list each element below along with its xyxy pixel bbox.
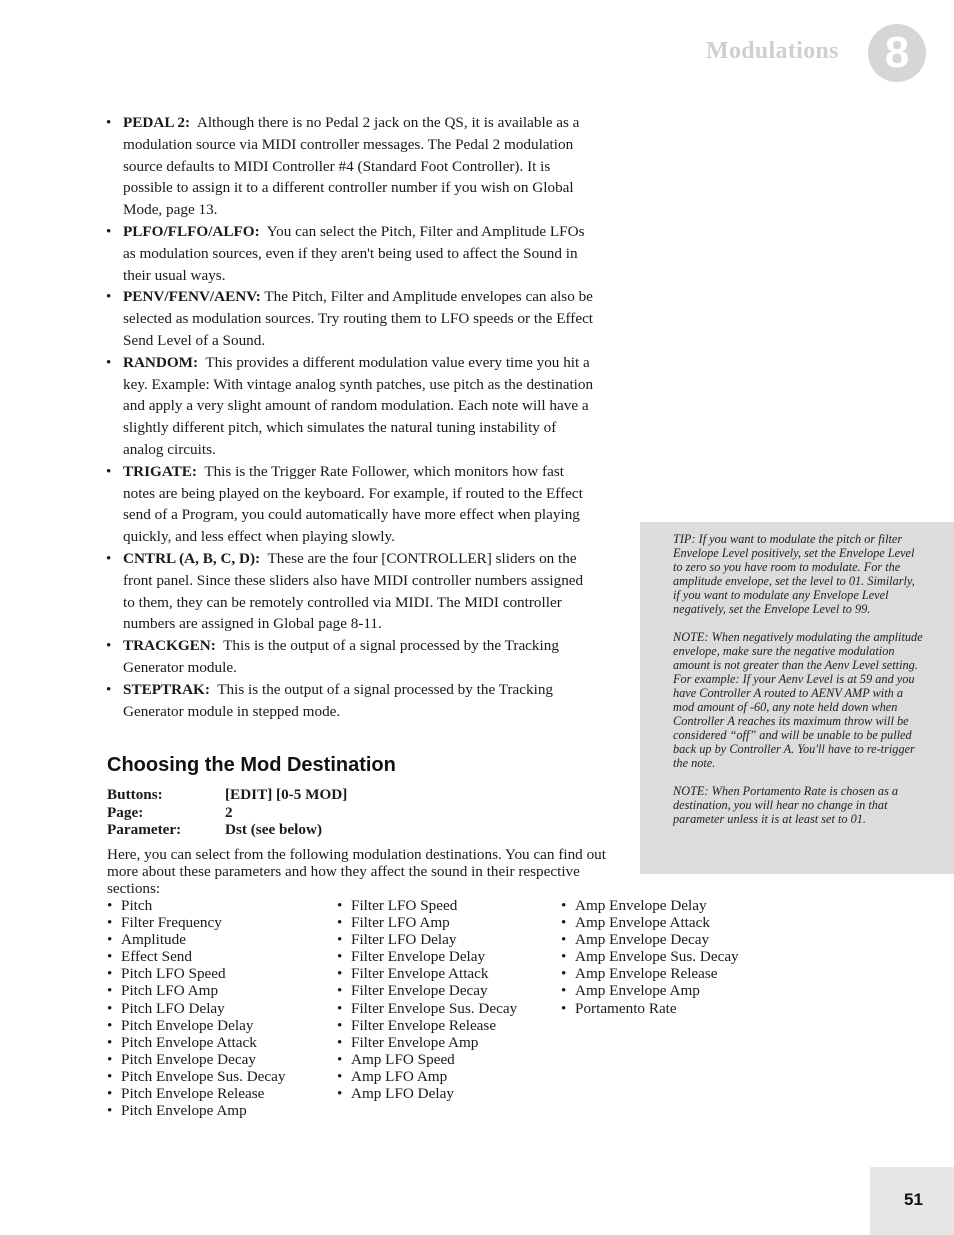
bullet-term: CNTRL (A, B, C, D):	[123, 549, 261, 567]
destination-label: Amp Envelope Amp	[575, 982, 700, 1000]
destination-label: Amp Envelope Release	[575, 965, 718, 983]
destination-label: Filter Envelope Sus. Decay	[351, 999, 518, 1017]
destination-label: Pitch Envelope Sus. Decay	[121, 1067, 286, 1085]
list-item: • Pitch Envelope Delay	[107, 1016, 254, 1034]
destination-label: Pitch LFO Delay	[121, 999, 225, 1017]
note-paragraph: NOTE: When negatively modulating the amplitude envelope, make sure the negative modulation amount is not greater than the Aenv Level setting. For example: If your Aenv Level is at 59 and you have Controller A routed to AENV AMP with a mod amount of -60, any note held down when Controller A reaches its maximum throw will be considered “off” and will be unable to be pulled back up by Controller A. You'll have to re-trigger the note.	[673, 630, 923, 770]
destination-label: Amp Envelope Decay	[575, 931, 710, 949]
param-label: Buttons:	[107, 786, 163, 803]
list-item: • Filter Envelope Release	[337, 1016, 497, 1034]
list-item: • CNTRL (A, B, C, D): These are the four [CONTROLLER] sliders on the front panel. Since these sliders also have MIDI controller numbers assigned to them, they can be remotely controlled via MIDI. The MIDI controller numbers are assigned in Global page 8-11.	[106, 549, 584, 633]
list-item: • Amplitude	[107, 931, 186, 949]
parameter-table	[107, 786, 347, 839]
destination-list-col2	[337, 897, 517, 1102]
bullet-text: This provides a different modulation value every time you hit a key. Example: With vintage analog synth patches, use pitch as the destination and apply a very slight amount of random modulation. Each note will have a slightly different pitch, which simulates the natural tuning instability of analog circuits.	[123, 353, 594, 458]
destination-label: Filter Envelope Delay	[351, 948, 486, 966]
list-item: • Filter Envelope Sus. Decay	[337, 999, 518, 1017]
destination-label: Pitch Envelope Decay	[121, 1050, 256, 1068]
bullet-term: TRIGATE:	[123, 462, 197, 480]
list-item: • Filter LFO Amp	[337, 914, 450, 932]
list-item: • Pitch LFO Delay	[107, 999, 225, 1017]
bullet-term: RANDOM:	[123, 353, 199, 371]
bullet-term: PLFO/FLFO/ALFO:	[123, 222, 260, 240]
param-label: Parameter:	[107, 821, 182, 838]
list-item: • Filter Envelope Amp	[337, 1033, 479, 1051]
list-item: • Pitch Envelope Sus. Decay	[107, 1067, 286, 1085]
bullet-term: PEDAL 2:	[123, 114, 191, 131]
destination-label: Pitch LFO Speed	[121, 965, 226, 983]
section-heading: Choosing the Mod Destination	[107, 754, 396, 776]
destination-label: Filter Frequency	[121, 914, 222, 932]
list-item: • Amp Envelope Sus. Decay	[561, 948, 739, 966]
destination-label: Filter LFO Speed	[351, 897, 458, 914]
bullet-text: The Pitch, Filter and Amplitude envelopes can also be selected as modulation sources. Try routing them to LFO speeds or the Effect Send Level of a Sound.	[123, 288, 594, 349]
destination-label: Filter Envelope Release	[351, 1016, 497, 1034]
list-item: • Amp Envelope Release	[561, 965, 718, 983]
list-item: • Pitch LFO Amp	[107, 982, 219, 1000]
list-item: • RANDOM: This provides a different modulation value every time you hit a key. Example: With vintage analog synth patches, use pitch as the destination and apply a very slight amount of random modulation. Each note will have a slightly different pitch, which simulates the natural tuning instability of analog circuits.	[106, 353, 594, 458]
destination-label: Filter Envelope Amp	[351, 1033, 479, 1051]
list-item: • Amp LFO Amp	[337, 1067, 448, 1085]
bullet-text: This is the output of a signal processed by the Tracking Generator module in stepped mode.	[123, 680, 554, 720]
destination-label: Amp Envelope Attack	[575, 914, 710, 932]
list-item: • Portamento Rate	[561, 999, 677, 1017]
list-item: • Pitch Envelope Release	[107, 1085, 265, 1103]
destination-label: Amp Envelope Sus. Decay	[575, 948, 739, 966]
list-item: • Filter LFO Delay	[337, 931, 457, 949]
list-item: • Filter Envelope Attack	[337, 965, 489, 983]
list-item: • PLFO/FLFO/ALFO: You can select the Pitch, Filter and Amplitude LFOs as modulation sources, even if they aren't being used to affect the Sound in their usual ways.	[106, 222, 585, 284]
bullet-text: This is the Trigger Rate Follower, which monitors how fast notes are being played on the keyboard. For example, if routed to the Effect send of a Program, you could automatically have more effect when playing quickly, and less effect when playing slowly.	[123, 462, 583, 546]
destination-label: Amplitude	[121, 931, 186, 949]
param-value: [EDIT] [0-5 MOD]	[225, 786, 348, 803]
list-item: • Pitch	[107, 897, 153, 914]
destination-label: Pitch LFO Amp	[121, 982, 219, 1000]
destination-label: Amp LFO Delay	[351, 1085, 454, 1103]
list-item: • Amp Envelope Decay	[561, 931, 710, 949]
param-value: Dst (see below)	[225, 821, 323, 838]
destination-list-col3	[561, 897, 739, 1017]
list-item: • Pitch Envelope Decay	[107, 1050, 256, 1068]
list-item: • TRACKGEN: This is the output of a signal processed by the Tracking Generator module.	[106, 637, 559, 676]
list-item: • Filter Envelope Decay	[337, 982, 488, 1000]
param-row-buttons	[107, 786, 347, 804]
list-item: • Pitch Envelope Attack	[107, 1033, 257, 1051]
destination-label: Pitch Envelope Release	[121, 1085, 265, 1103]
modulation-source-list	[106, 112, 596, 722]
param-row-page	[107, 804, 347, 822]
list-item: • Filter LFO Speed	[337, 897, 458, 914]
destination-label: Filter LFO Amp	[351, 914, 450, 932]
chapter-title: Modulations	[706, 38, 839, 64]
list-item: • Amp LFO Speed	[337, 1050, 455, 1068]
bullet-text: These are the four [CONTROLLER] sliders on the front panel. Since these sliders also have MIDI controller numbers assigned to them, they can be remotely controlled via MIDI. The MIDI controller numbers are assigned in Global page 8-11.	[123, 549, 584, 633]
destination-label: Portamento Rate	[575, 999, 677, 1017]
page-number: 51	[904, 1190, 923, 1209]
destination-label: Effect Send	[121, 948, 192, 966]
list-item: • Filter Envelope Delay	[337, 948, 486, 966]
destination-label: Filter LFO Delay	[351, 931, 457, 949]
bullet-text: Although there is no Pedal 2 jack on the QS, it is available as a modulation source via MIDI controller messages. The Pedal 2 modulation source defaults to MIDI Controller #4 (Standard Foot Controller). It is possible to assign it to a different controller number if you wish on Global Mode, page 13.	[123, 114, 580, 219]
destination-label: Pitch Envelope Delay	[121, 1016, 254, 1034]
destination-label: Pitch Envelope Amp	[121, 1102, 247, 1120]
list-item: • Effect Send	[107, 948, 192, 966]
list-item: • Filter Frequency	[107, 914, 222, 932]
param-label: Page:	[107, 803, 144, 821]
bullet-text: This is the output of a signal processed by the Tracking Generator module.	[123, 637, 559, 676]
list-item: • Amp Envelope Amp	[561, 982, 700, 1000]
bullet-term: PENV/FENV/AENV:	[123, 288, 261, 306]
destination-label: Amp LFO Amp	[351, 1067, 448, 1085]
list-item: • Amp Envelope Attack	[561, 914, 710, 932]
page-number-tab	[870, 1167, 954, 1235]
list-item: • Amp Envelope Delay	[561, 897, 707, 914]
destination-label: Amp LFO Speed	[351, 1050, 455, 1068]
param-row-parameter	[107, 821, 347, 839]
list-item: • STEPTRAK: This is the output of a signal processed by the Tracking Generator module in stepped mode.	[106, 680, 554, 720]
destination-label: Amp Envelope Delay	[575, 897, 707, 914]
bullet-text: You can select the Pitch, Filter and Amplitude LFOs as modulation sources, even if they aren't being used to affect the Sound in their usual ways.	[123, 222, 585, 284]
list-item: • Pitch LFO Speed	[107, 965, 226, 983]
list-item: • Amp LFO Delay	[337, 1085, 454, 1103]
bullet-term: TRACKGEN:	[123, 637, 216, 655]
list-item: • Pitch Envelope Amp	[107, 1102, 247, 1120]
destination-label: Filter Envelope Decay	[351, 982, 488, 1000]
destination-label: Pitch Envelope Attack	[121, 1033, 257, 1051]
destination-list-col1	[107, 897, 286, 1119]
tip-sidebar	[640, 522, 954, 874]
note-paragraph: NOTE: When Portamento Rate is chosen as a destination, you will hear no change in that parameter unless it is at least set to 01.	[673, 784, 899, 826]
chapter-number-badge: 8	[868, 24, 926, 82]
list-item: • PENV/FENV/AENV: The Pitch, Filter and Amplitude envelopes can also be selected as modulation sources. Try routing them to LFO speeds or the Effect Send Level of a Sound.	[106, 288, 594, 349]
intro-paragraph: Here, you can select from the following modulation destinations. You can find out more about these parameters and how they affect the sound in their respective sections:	[107, 846, 606, 897]
destination-label: Pitch	[121, 897, 153, 914]
destination-label: Filter Envelope Attack	[351, 965, 489, 983]
param-value: 2	[225, 803, 233, 821]
bullet-term: STEPTRAK:	[123, 680, 210, 698]
list-item: • PEDAL 2: Although there is no Pedal 2 jack on the QS, it is available as a modulation source via MIDI controller messages. The Pedal 2 modulation source defaults to MIDI Controller #4 (Standard Foot Controller). It is possible to assign it to a different controller number if you wish on Global Mode, page 13.	[106, 114, 580, 219]
list-item: • TRIGATE: This is the Trigger Rate Follower, which monitors how fast notes are being played on the keyboard. For example, if routed to the Effect send of a Program, you could automatically have more effect when playing quickly, and less effect when playing slowly.	[106, 462, 583, 546]
tip-paragraph: TIP: If you want to modulate the pitch or filter Envelope Level positively, set the Envelope Level to zero so you have room to modulate. For the amplitude envelope, set the level to 01. Similarly, if you want to modulate any Envelope Level negatively, set the Envelope Level to 99.	[673, 532, 915, 616]
